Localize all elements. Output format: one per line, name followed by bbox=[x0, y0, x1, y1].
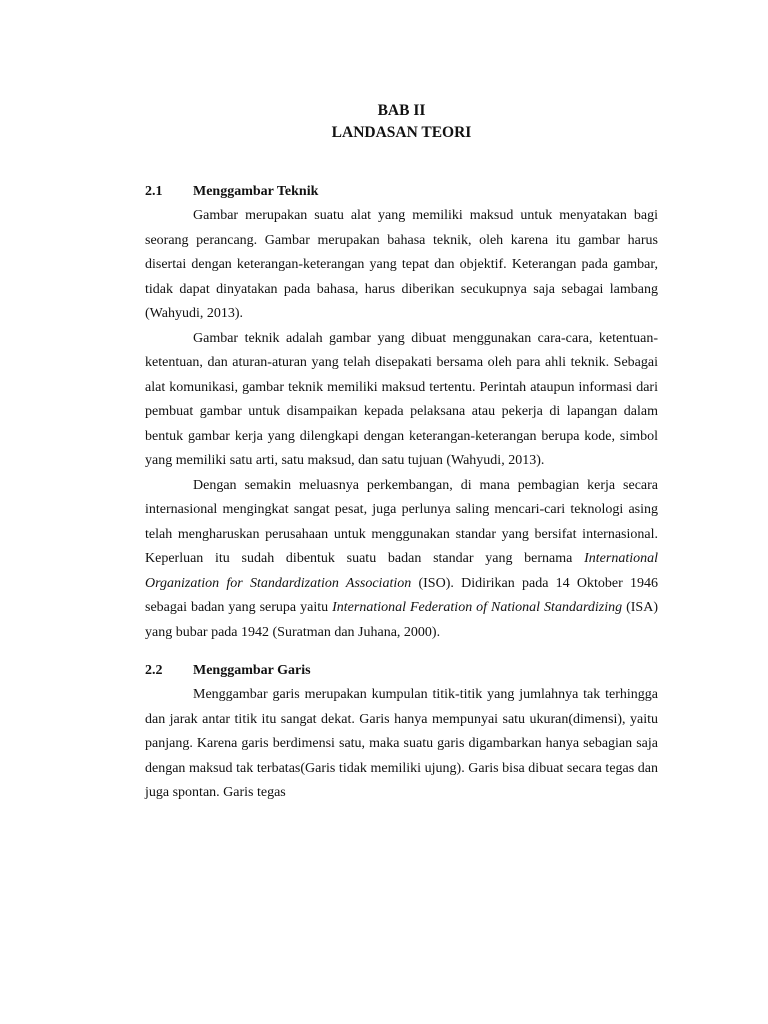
section-title: Menggambar Teknik bbox=[193, 184, 319, 199]
paragraph: Gambar teknik adalah gambar yang dibuat menggunakan cara-cara, ketentuan-ketentuan, dan aturan-aturan yang telah disepakati bersama oleh para ahli teknik. Sebagai alat komunikasi, gambar teknik memiliki maksud tertentu. Perintah ataupun informasi dari pembuat gambar untuk disampaikan kepada pelaksana atau pekerja di lapangan dalam bentuk gambar kerja yang dilengkapi dengan keterangan-keterangan berupa kode, simbol yang memiliki satu arti, satu maksud, dan satu tujuan (Wahyudi, 2013). bbox=[145, 330, 658, 468]
section-number: 2.1 bbox=[145, 184, 163, 199]
chapter-number: BAB II bbox=[377, 102, 426, 119]
section-title: Menggambar Garis bbox=[193, 663, 311, 678]
paragraph bbox=[145, 474, 658, 646]
paragraph: Gambar merupakan suatu alat yang memiliki maksud untuk menyatakan bagi seorang perancang. Gambar merupakan bahasa teknik, oleh karena itu gambar harus disertai dengan keterangan-keterangan yang tepat dan objektif. Keterangan pada gambar, tidak dapat dinyatakan pada bahasa, harus diberikan secukupnya saja sebagai lambang (Wahyudi, 2013). bbox=[145, 208, 658, 321]
document-page bbox=[145, 100, 658, 806]
italic-term: International Organization for Standardization Association bbox=[145, 551, 658, 591]
chapter-title: LANDASAN TEORI bbox=[331, 124, 472, 141]
paragraph: Menggambar garis merupakan kumpulan titik-titik yang jumlahnya tak terhingga dan jarak antar titik itu sangat dekat. Garis hanya mempunyai satu ukuran(dimensi), yaitu panjang. Karena garis berdimensi satu, maka suatu garis digambarkan hanya sebagian saja dengan maksud tak terbatas(Garis tidak memiliki ujung). Garis bisa dibuat secara tegas dan juga spontan. Garis tegas bbox=[145, 687, 658, 800]
paragraph-text: Dengan semakin meluasnya perkembangan, di mana pembagian kerja secara internasional mengingkat sangat pesat, juga perlunya saling mencari-cari teknologi asing telah mengharuskan perusahaan untuk menggunakan standar yang bersifat internasional. Keperluan itu sudah dibentuk suatu badan standar yang bernama bbox=[145, 477, 658, 566]
section-number: 2.2 bbox=[145, 663, 163, 678]
section-2-2 bbox=[145, 659, 658, 806]
paragraph-text: (ISA) yang bubar pada 1942 (Suratman dan Juhana, 2000). bbox=[145, 600, 658, 640]
section-heading bbox=[145, 180, 658, 204]
italic-term: International Federation of National Standardizing bbox=[332, 600, 623, 615]
section-spacer bbox=[145, 645, 658, 659]
section-heading bbox=[145, 659, 658, 683]
paragraph-text: (ISO). Didirikan pada 14 Oktober 1946 sebagai badan yang serupa yaitu bbox=[145, 575, 659, 615]
section-2-1 bbox=[145, 180, 658, 645]
